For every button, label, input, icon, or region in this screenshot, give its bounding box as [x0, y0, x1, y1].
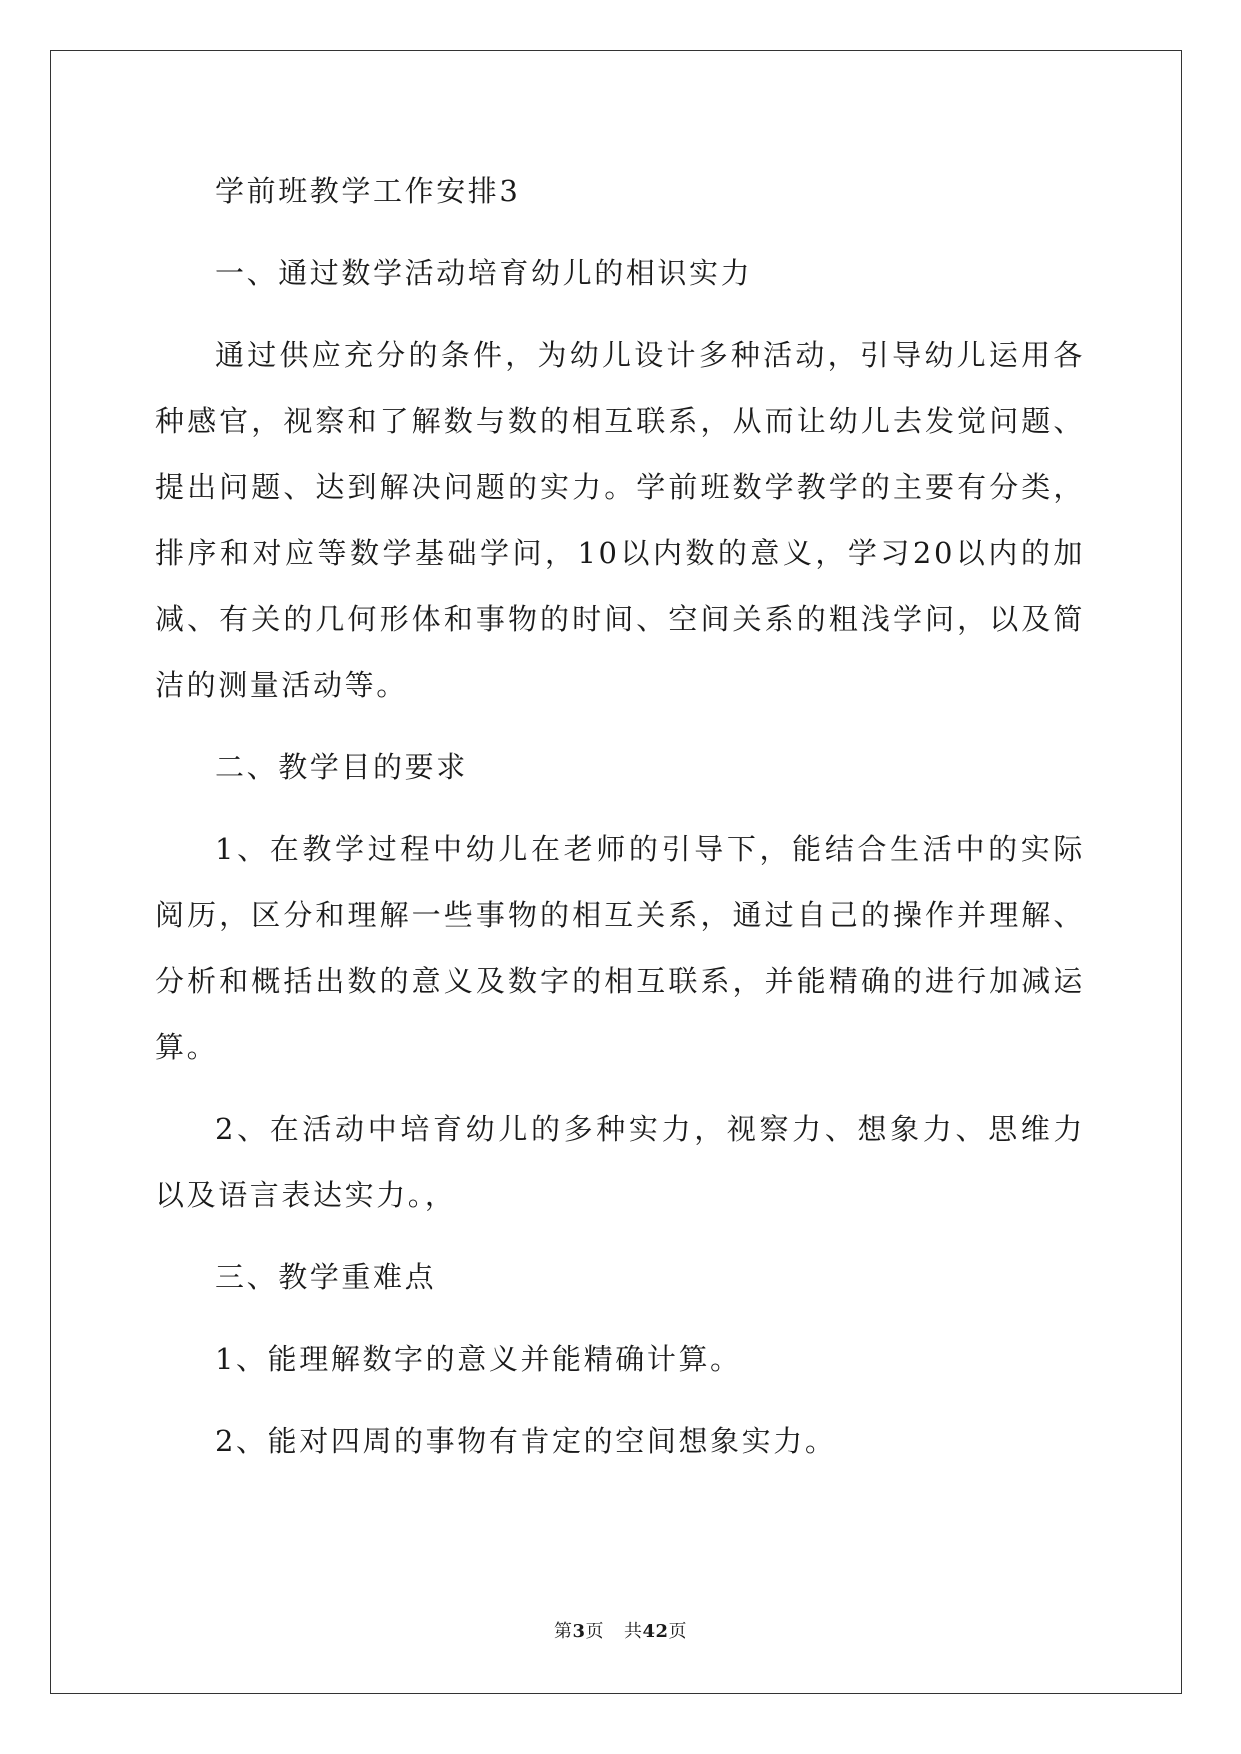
total-page-count: 42 — [642, 1621, 669, 1642]
section-heading-1: 一、通过数学活动培育幼儿的相识实力 — [215, 256, 753, 290]
total-prefix: 共 — [623, 1621, 643, 1642]
total-unit: 页 — [668, 1621, 688, 1642]
page-footer — [0, 1617, 1241, 1643]
section-heading-3: 三、教学重难点 — [215, 1260, 437, 1294]
page-unit: 页 — [585, 1621, 604, 1642]
requirement-item-1: 1、在教学过程中幼儿在老师的引导下，能结合生活中的实际阅历，区分和理解一些事物的相互关系，通过自己的操作并理解、分析和概括出数的意义及数字的相互联系，并能精确的进行加减运算。 — [155, 832, 1085, 1064]
current-page-number: 3 — [572, 1621, 586, 1642]
requirement-item-2: 2、在活动中培育幼儿的多种实力，视察力、想象力、思维力以及语言表达实力。， — [155, 1112, 1085, 1212]
page-prefix: 第 — [553, 1621, 573, 1642]
document-body — [155, 158, 1085, 1490]
section-heading-2: 二、教学目的要求 — [215, 750, 468, 784]
difficulty-item-1: 1、能理解数字的意义并能精确计算。 — [215, 1342, 742, 1376]
document-title: 学前班教学工作安排3 — [215, 174, 521, 208]
difficulty-item-2: 2、能对四周的事物有肯定的空间想象实力。 — [215, 1424, 837, 1458]
paragraph-intro: 通过供应充分的条件，为幼儿设计多种活动，引导幼儿运用各种感官，视察和了解数与数的相互联系，从而让幼儿去发觉问题、提出问题、达到解决问题的实力。学前班数学教学的主要有分类，排序和对应等数学基础学问，10以内数的意义，学习20以内的加减、有关的几何形体和事物的时间、空间关系的粗浅学问，以及简洁的测量活动等。 — [155, 338, 1085, 702]
